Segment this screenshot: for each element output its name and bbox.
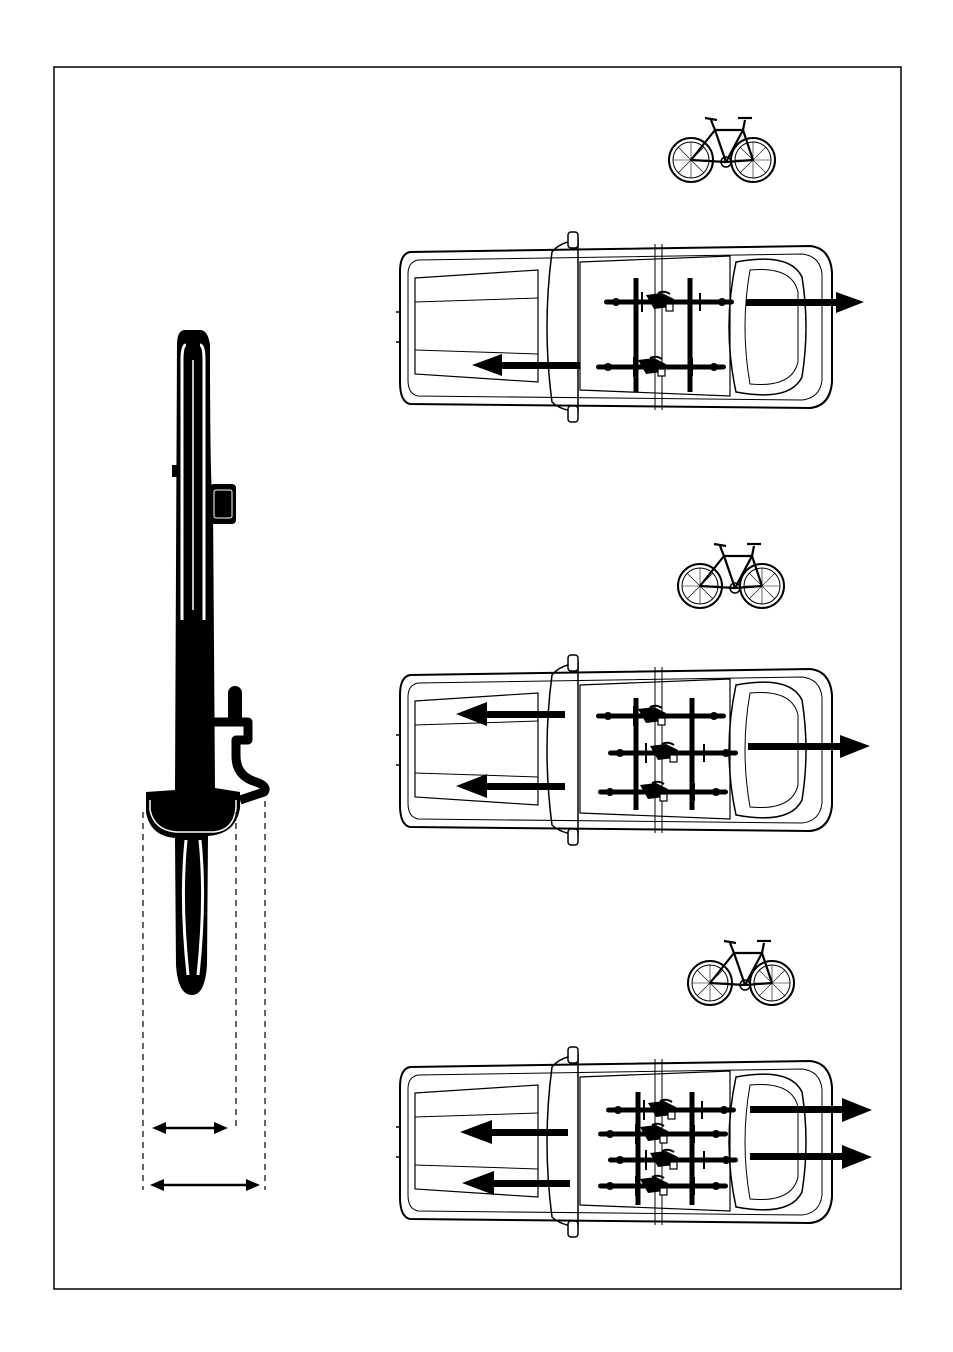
bicycle-icon xyxy=(678,544,784,608)
bicycle-icon xyxy=(688,941,794,1005)
dimension-arrow-icon xyxy=(152,1122,228,1134)
configuration-4-bikes xyxy=(396,941,872,1237)
configuration-3-bikes xyxy=(396,544,870,845)
configuration-2-bikes xyxy=(396,118,864,422)
car-top-view-icon xyxy=(396,232,832,422)
car-top-view-icon xyxy=(396,1047,832,1237)
dimension-arrow-icon xyxy=(150,1179,260,1191)
bike-mount-front-view xyxy=(146,330,265,995)
bicycle-icon xyxy=(669,118,775,182)
